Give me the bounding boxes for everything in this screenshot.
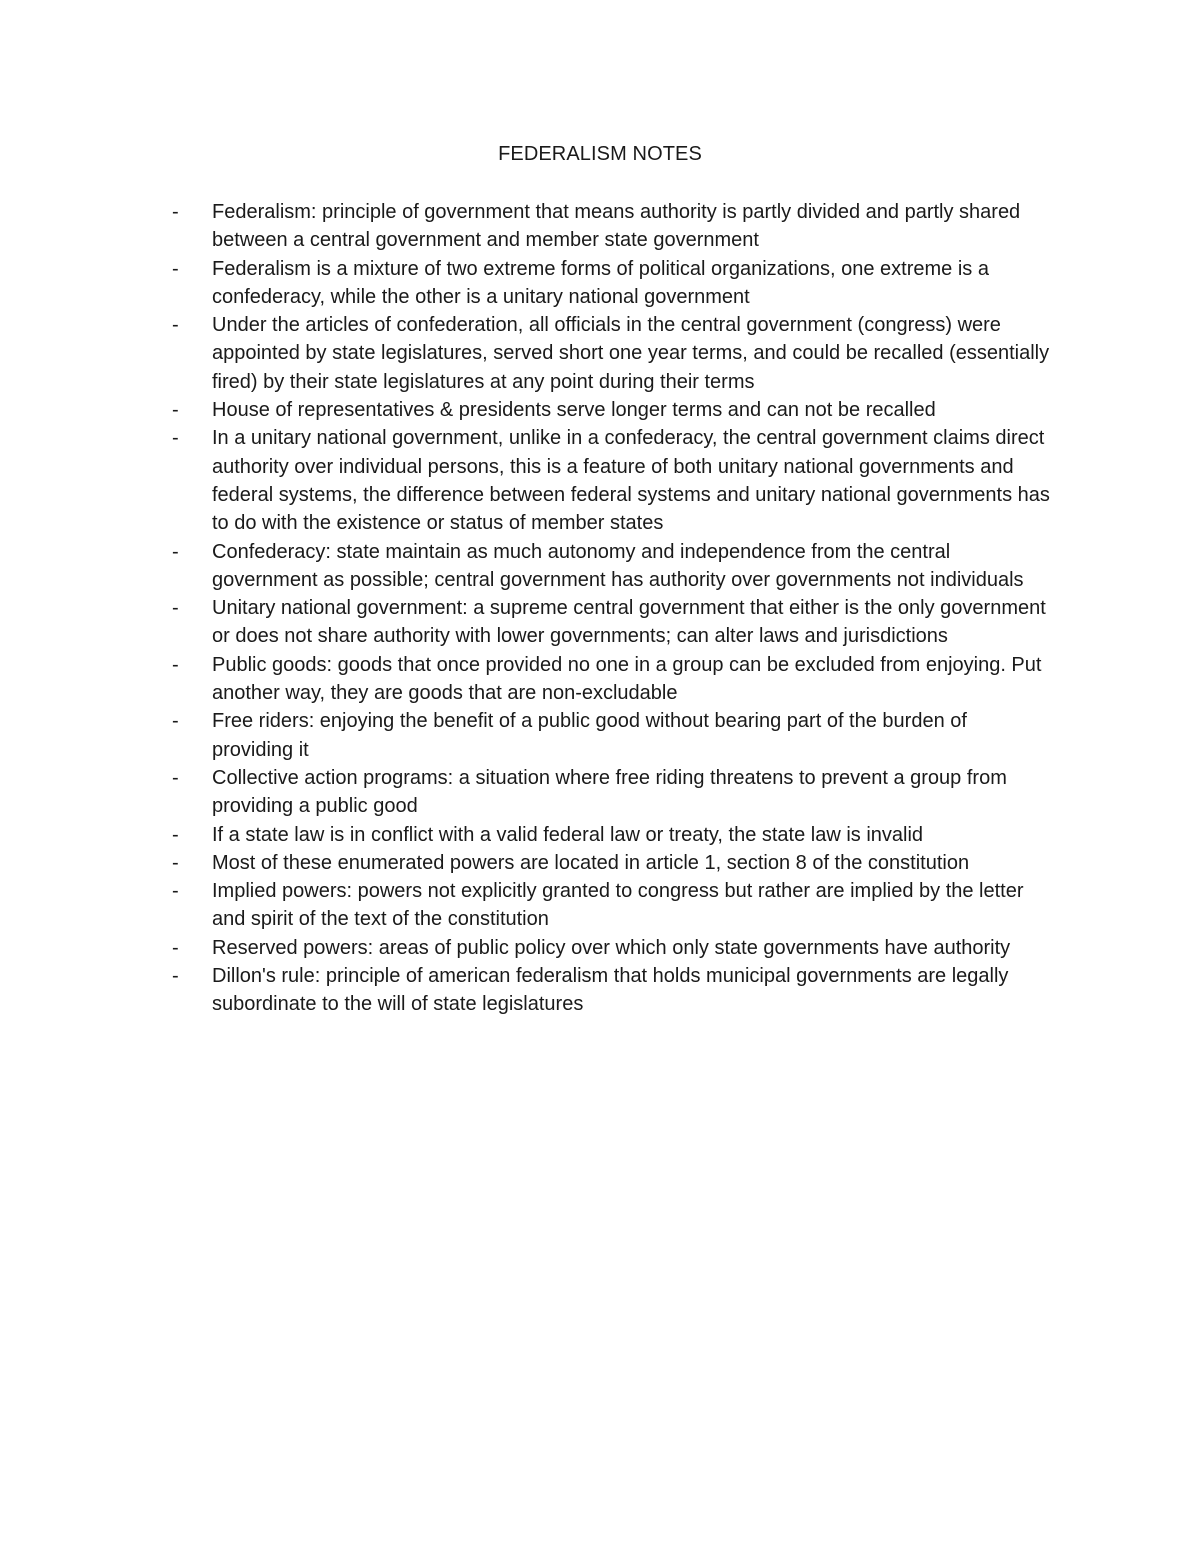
bullet-dash: - [172, 201, 179, 223]
note-text: Unitary national government: a supreme central government that either is the only government or does not share authority with lower governments; can alter laws and jurisdictions [212, 597, 1046, 648]
note-item [172, 255, 1052, 312]
note-text: If a state law is in conflict with a valid federal law or treaty, the state law is invalid [212, 823, 924, 846]
note-text: Collective action programs: a situation where free riding threatens to prevent a group from providing a public good [212, 766, 1007, 818]
bullet-dash: - [172, 710, 179, 733]
note-item [172, 651, 1052, 708]
note-item [172, 396, 1052, 424]
bullet-dash: - [172, 823, 179, 846]
note-text: Under the articles of confederation, all officials in the central government (congress) were appointed by state legislatures, served short one year terms, and could be recalled (essentially fired) by their state legislatures at any point during their terms [212, 314, 1050, 393]
note-text: House of representatives & presidents serve longer terms and can not be recalled [212, 399, 936, 422]
note-text: Most of these enumerated powers are located in article 1, section 8 of the constitution [212, 851, 970, 874]
bullet-dash: - [172, 653, 179, 676]
note-item [172, 764, 1052, 821]
note-text: Dillon's rule: principle of american federalism that holds municipal governments are legally subordinate to the will of state legislatures [212, 965, 1009, 1016]
note-item [172, 934, 1052, 962]
note-text: Confederacy: state maintain as much autonomy and independence from the central government as possible; central government has authority over governments not individuals [212, 540, 1024, 591]
note-item [172, 594, 1052, 651]
note-item [172, 962, 1052, 1019]
note-item [172, 311, 1052, 396]
note-text: Federalism: principle of government that means authority is partly divided and partly shared between a central government and member state government [212, 201, 1021, 252]
note-item [172, 707, 1052, 764]
note-item [172, 538, 1052, 595]
note-text: Reserved powers: areas of public policy over which only state governments have authority [212, 936, 1011, 959]
note-item [172, 877, 1052, 934]
note-text: Free riders: enjoying the benefit of a public good without bearing part of the burden of providing it [212, 710, 967, 761]
notes-list [172, 198, 1052, 1019]
bullet-dash: - [172, 597, 179, 620]
note-item [172, 849, 1052, 877]
bullet-dash: - [172, 427, 179, 450]
note-text: Federalism is a mixture of two extreme forms of political organizations, one extreme is a confederacy, while the other is a unitary national government [212, 257, 989, 308]
bullet-dash: - [172, 766, 179, 789]
note-item [172, 198, 1052, 255]
bullet-dash: - [172, 965, 179, 988]
note-item [172, 424, 1052, 537]
bullet-dash: - [172, 851, 179, 874]
bullet-dash: - [172, 880, 179, 903]
bullet-dash: - [172, 540, 179, 563]
bullet-dash: - [172, 399, 179, 422]
note-text: In a unitary national government, unlike in a confederacy, the central government claims direct authority over individual persons, this is a feature of both unitary national governments and federal systems, the difference between federal systems and unitary national governments has to do with the existence or status of member states [212, 427, 1050, 535]
bullet-dash: - [172, 936, 179, 959]
note-text: Implied powers: powers not explicitly granted to congress but rather are implied by the letter and spirit of the text of the constitution [212, 880, 1024, 931]
bullet-dash: - [172, 314, 179, 337]
note-item [172, 821, 1052, 849]
note-text: Public goods: goods that once provided no one in a group can be excluded from enjoying. Put another way, they are goods that are non-excludable [212, 653, 1042, 705]
document-title: FEDERALISM NOTES [498, 143, 702, 165]
bullet-dash: - [172, 257, 179, 280]
